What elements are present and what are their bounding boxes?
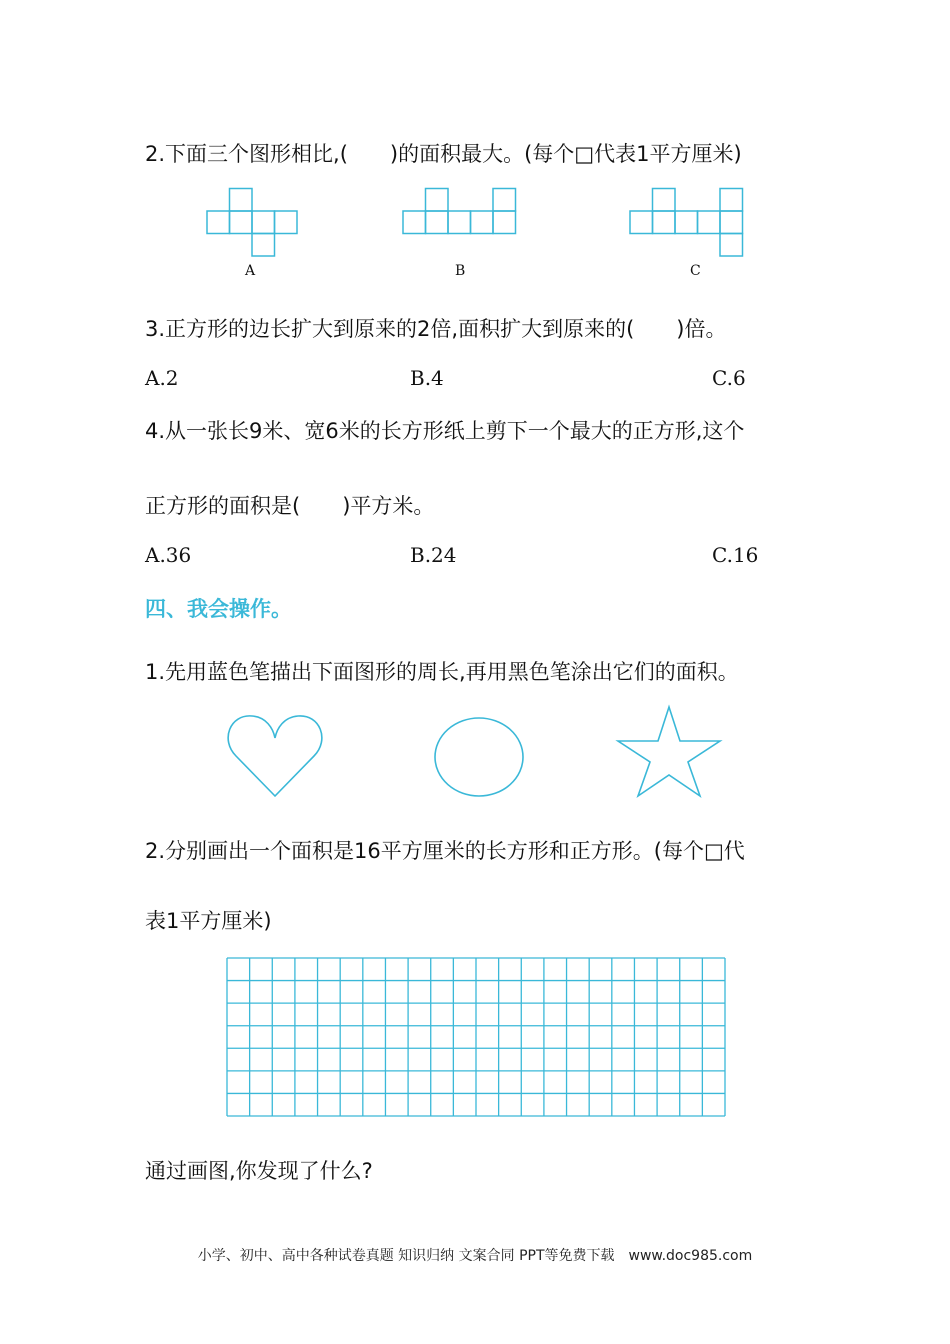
q3-option-b: B.4 (410, 366, 444, 390)
section-4-heading: 四、我会操作。 (145, 597, 292, 621)
section-4-q1-text: 1.先用蓝色笔描出下面图形的周长,再用黑色笔涂出它们的面积。 (145, 660, 739, 684)
figure-c-label: C (690, 263, 701, 279)
q3-option-a: A.2 (145, 366, 179, 390)
page-footer: 小学、初中、高中各种试卷真题 知识归纳 文案合同 PPT等免费下载 www.doc985.com (197, 1248, 753, 1264)
section-4-q2-text-line1: 2.分别画出一个面积是16平方厘米的长方形和正方形。(每个□代 (145, 839, 745, 863)
question-4-text-line2: 正方形的面积是( )平方米。 (145, 494, 435, 518)
q4-option-b: B.24 (410, 543, 457, 567)
section-4-q2-text-line2: 表1平方厘米) (145, 909, 272, 933)
ellipse-icon (435, 718, 523, 796)
star-icon (618, 707, 720, 796)
question-3-text: 3.正方形的边长扩大到原来的2倍,面积扩大到原来的( )倍。 (145, 317, 727, 341)
q4-option-c: C.16 (712, 543, 759, 567)
figure-a-label: A (245, 263, 256, 279)
figure-b-label: B (455, 263, 466, 279)
q4-option-a: A.36 (145, 543, 192, 567)
q3-option-c: C.6 (712, 366, 746, 390)
question-2-text: 2.下面三个图形相比,( )的面积最大。(每个□代表1平方厘米) (145, 142, 742, 166)
heart-icon (228, 716, 322, 796)
section-4-q2-prompt: 通过画图,你发现了什么? (145, 1159, 373, 1183)
drawing-grid[interactable] (226, 957, 726, 1117)
question-4-text-line1: 4.从一张长9米、宽6米的长方形纸上剪下一个最大的正方形,这个 (145, 419, 745, 443)
